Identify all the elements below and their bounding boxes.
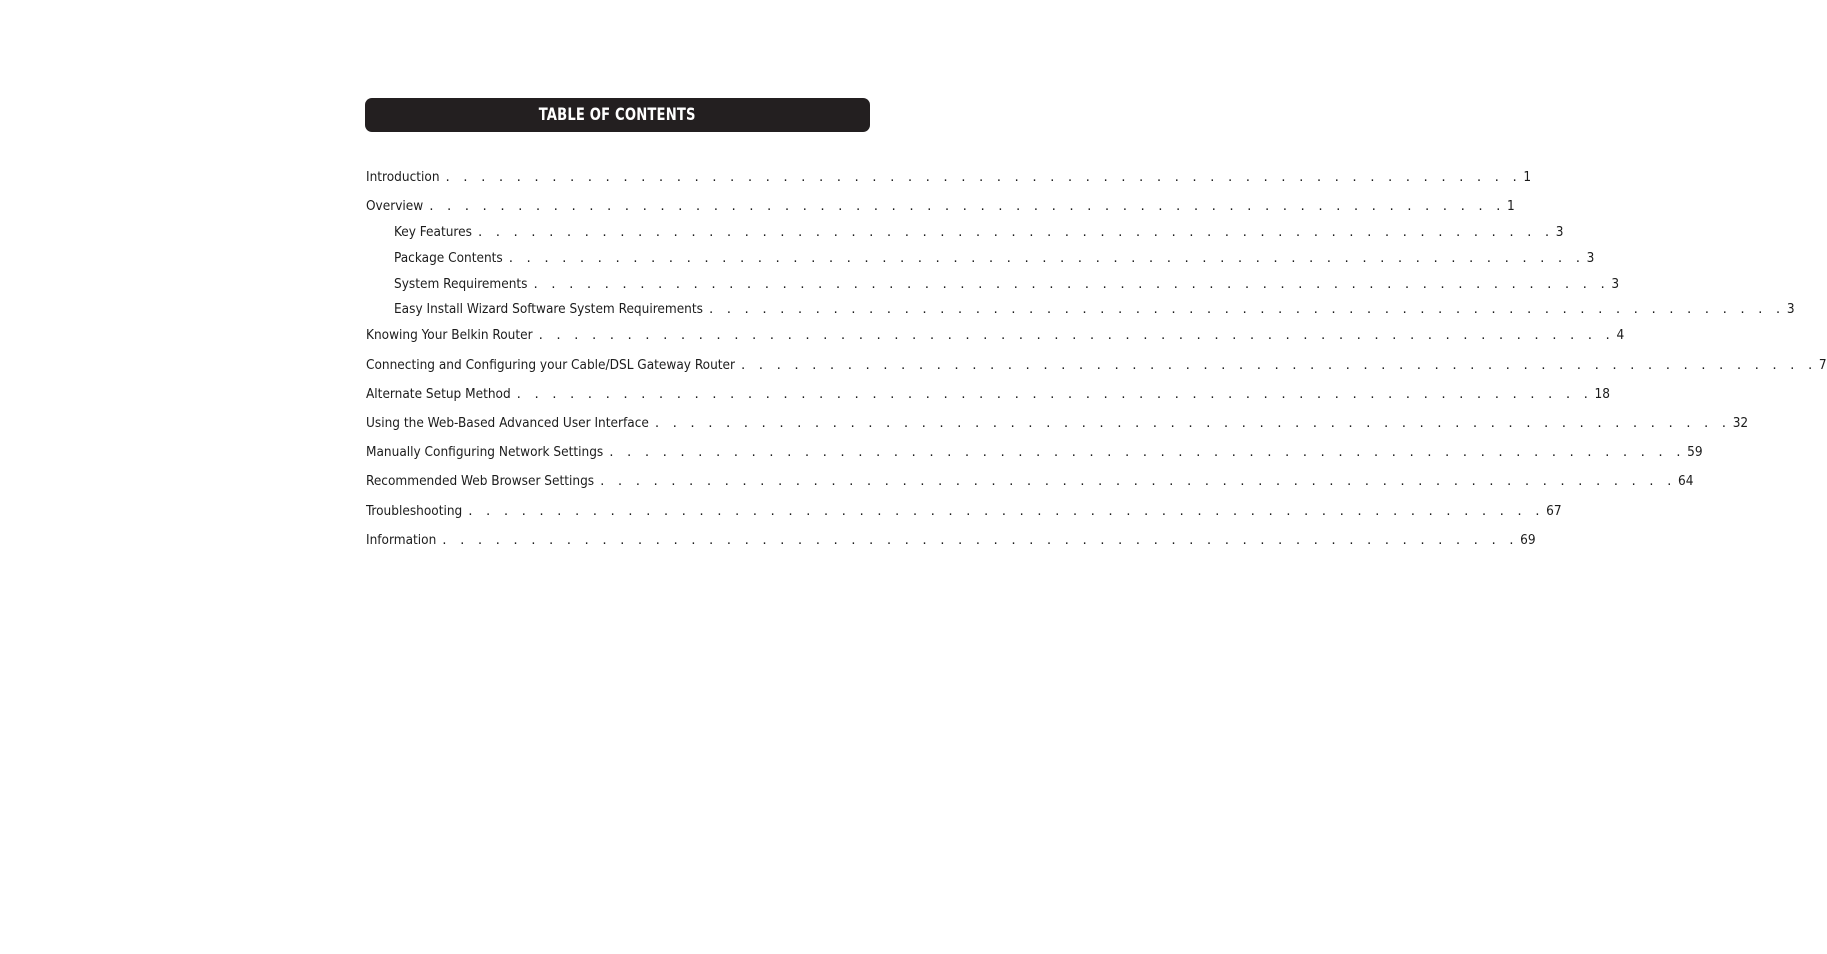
toc-dot-leader: . . . . . . . . . . . . . . . . . . . . . . . . . . . . . . . . . . . . . . . . . . . . . . . . . . . . . . . . . . . . .: [468, 503, 1545, 519]
toc-entry-page: 67: [1546, 503, 1562, 519]
toc-dot-leader: . . . . . . . . . . . . . . . . . . . . . . . . . . . . . . . . . . . . . . . . . . . . . . . . . . . . . . . . . . . . .: [708, 301, 1785, 317]
toc-entry-label: Recommended Web Browser Settings: [366, 473, 595, 489]
toc-dot-leader: . . . . . . . . . . . . . . . . . . . . . . . . . . . . . . . . . . . . . . . . . . . . . . . . . . . . . . . . . . . . .: [445, 169, 1522, 185]
toc-dot-leader: . . . . . . . . . . . . . . . . . . . . . . . . . . . . . . . . . . . . . . . . . . . . . . . . . . . . . . . . . . . . .: [442, 532, 1519, 548]
toc-dot-leader: . . . . . . . . . . . . . . . . . . . . . . . . . . . . . . . . . . . . . . . . . . . . . . . . . . . . . . . . . . . . .: [508, 250, 1585, 266]
toc-entry-page: 3: [1586, 250, 1595, 266]
toc-entry-web-based-interface[interactable]: [366, 413, 1749, 433]
toc-entry-label: Key Features: [394, 224, 472, 240]
toc-entry-page: 69: [1520, 532, 1536, 548]
toc-entry-page: 64: [1677, 473, 1694, 489]
toc-entry-page: 1: [1523, 169, 1532, 185]
toc-entry-manual-network-settings[interactable]: [366, 442, 1703, 462]
toc-dot-leader: . . . . . . . . . . . . . . . . . . . . . . . . . . . . . . . . . . . . . . . . . . . . . . . . . . . . . . . . . . . . .: [609, 444, 1686, 460]
toc-entry-connecting-configuring[interactable]: [366, 355, 1827, 375]
toc-entry-troubleshooting[interactable]: [366, 501, 1562, 521]
toc-entry-key-features[interactable]: [394, 222, 1564, 242]
toc-entry-page: 3: [1786, 301, 1795, 317]
toc-entry-label: Using the Web-Based Advanced User Interface: [366, 415, 649, 431]
toc-title: TABLE OF CONTENTS: [539, 105, 696, 125]
toc-dot-leader: . . . . . . . . . . . . . . . . . . . . . . . . . . . . . . . . . . . . . . . . . . . . . . . . . . . . . . . . . . . . .: [516, 386, 1593, 402]
toc-dot-leader: . . . . . . . . . . . . . . . . . . . . . . . . . . . . . . . . . . . . . . . . . . . . . . . . . . . . . . . . . . . . .: [600, 473, 1676, 489]
toc-dot-leader: . . . . . . . . . . . . . . . . . . . . . . . . . . . . . . . . . . . . . . . . . . . . . . . . . . . . . . . . . . . . .: [429, 198, 1506, 214]
toc-dot-leader: . . . . . . . . . . . . . . . . . . . . . . . . . . . . . . . . . . . . . . . . . . . . . . . . . . . . . . . . . . . . .: [477, 224, 1554, 240]
toc-entry-label: System Requirements: [394, 276, 528, 292]
toc-dot-leader: . . . . . . . . . . . . . . . . . . . . . . . . . . . . . . . . . . . . . . . . . . . . . . . . . . . . . . . . . . . . .: [538, 327, 1615, 343]
toc-entry-label: Troubleshooting: [366, 503, 463, 519]
toc-entry-page: 18: [1594, 386, 1610, 402]
toc-entry-easy-install-requirements[interactable]: [394, 299, 1795, 319]
toc-entry-label: Easy Install Wizard Software System Requirements: [394, 301, 703, 317]
toc-entry-label: Overview: [366, 198, 424, 214]
toc-entry-package-contents[interactable]: [394, 248, 1595, 268]
toc-dot-leader: . . . . . . . . . . . . . . . . . . . . . . . . . . . . . . . . . . . . . . . . . . . . . . . . . . . . . . . . . . . . .: [741, 357, 1817, 373]
toc-entry-label: Introduction: [366, 169, 440, 185]
toc-entry-label: Package Contents: [394, 250, 503, 266]
toc-entry-label: Connecting and Configuring your Cable/DSL Gateway Router: [366, 357, 736, 373]
toc-entry-overview[interactable]: [366, 196, 1515, 216]
toc-entry-page: 59: [1687, 444, 1703, 460]
toc-dot-leader: . . . . . . . . . . . . . . . . . . . . . . . . . . . . . . . . . . . . . . . . . . . . . . . . . . . . . . . . . . . . .: [533, 276, 1610, 292]
toc-entry-page: 7: [1818, 357, 1827, 373]
toc-entry-label: Manually Configuring Network Settings: [366, 444, 604, 460]
toc-entry-page: 3: [1555, 224, 1564, 240]
toc-entry-knowing-your-router[interactable]: [366, 325, 1625, 345]
toc-entry-introduction[interactable]: [366, 167, 1532, 187]
toc-entry-page: 4: [1616, 327, 1625, 343]
toc-entry-label: Information: [366, 532, 437, 548]
toc-header-bar: [365, 98, 870, 132]
toc-entry-label: Knowing Your Belkin Router: [366, 327, 533, 343]
toc-entry-alternate-setup[interactable]: [366, 384, 1610, 404]
toc-entry-system-requirements[interactable]: [394, 274, 1620, 294]
toc-entry-browser-settings[interactable]: [366, 471, 1694, 491]
toc-entry-page: 1: [1507, 198, 1515, 214]
toc-dot-leader: . . . . . . . . . . . . . . . . . . . . . . . . . . . . . . . . . . . . . . . . . . . . . . . . . . . . . . . . . . . . .: [654, 415, 1731, 431]
toc-entry-information[interactable]: [366, 530, 1536, 550]
toc-entry-page: 3: [1611, 276, 1620, 292]
toc-entry-label: Alternate Setup Method: [366, 386, 511, 402]
toc-entry-page: 32: [1732, 415, 1749, 431]
